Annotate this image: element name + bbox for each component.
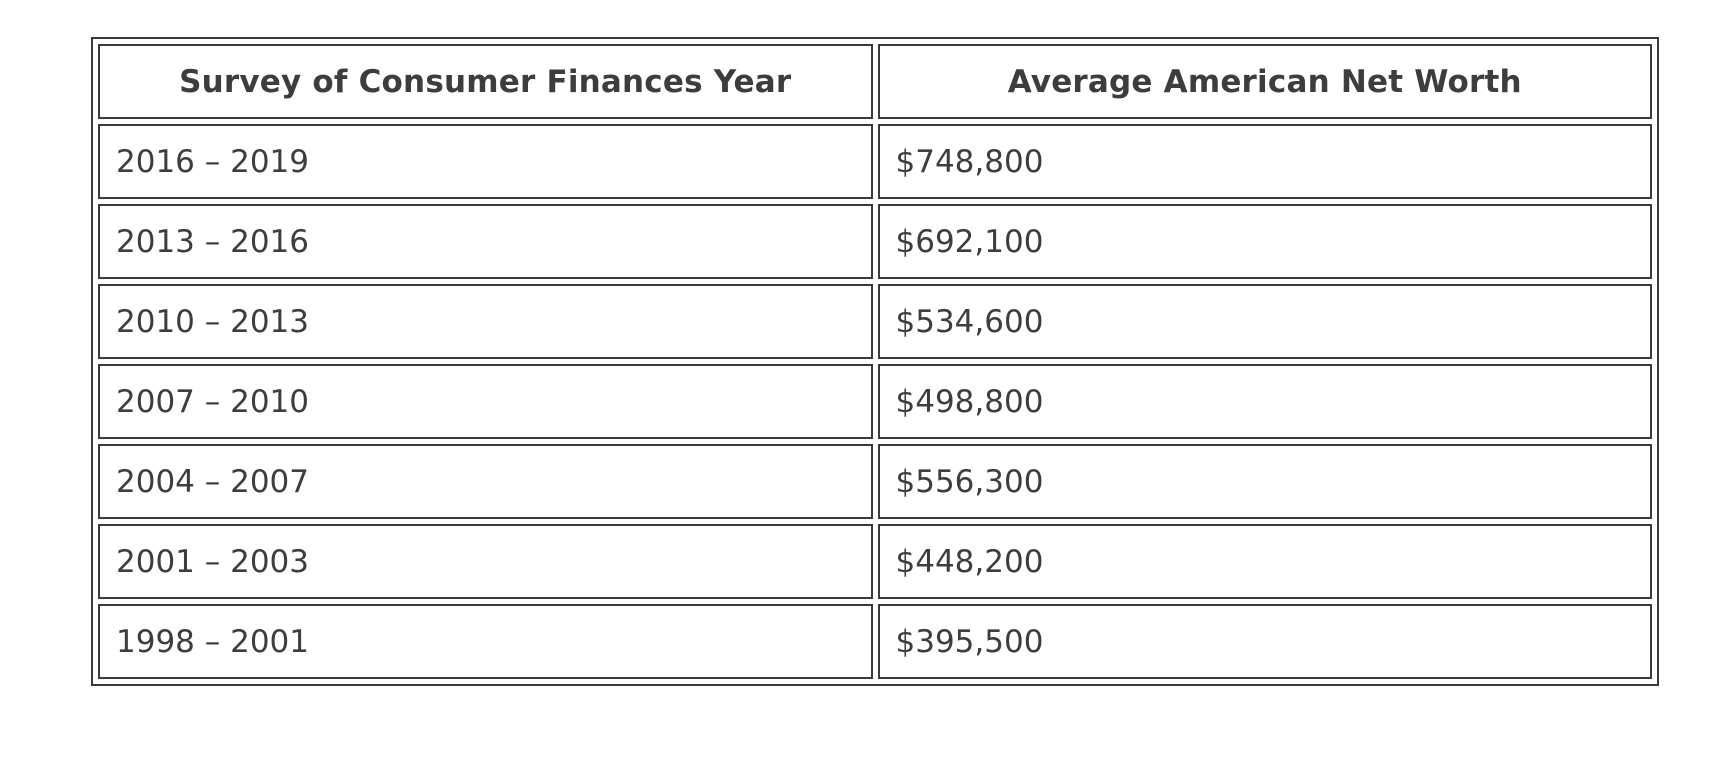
cell-net-worth: $692,100 [878, 204, 1653, 279]
cell-survey-year: 2001 – 2003 [98, 524, 873, 599]
header-net-worth: Average American Net Worth [878, 44, 1653, 119]
table-row [98, 124, 1652, 199]
cell-net-worth: $498,800 [878, 364, 1653, 439]
table-row [98, 444, 1652, 519]
header-row [98, 44, 1652, 119]
table-header [98, 44, 1652, 119]
table-row [98, 284, 1652, 359]
table-body [98, 124, 1652, 679]
table-row [98, 204, 1652, 279]
table-row [98, 524, 1652, 599]
cell-survey-year: 2016 – 2019 [98, 124, 873, 199]
cell-net-worth: $395,500 [878, 604, 1653, 679]
cell-net-worth: $748,800 [878, 124, 1653, 199]
table-row [98, 604, 1652, 679]
cell-survey-year: 1998 – 2001 [98, 604, 873, 679]
net-worth-table-container [91, 37, 1659, 686]
cell-survey-year: 2013 – 2016 [98, 204, 873, 279]
header-survey-year: Survey of Consumer Finances Year [98, 44, 873, 119]
cell-net-worth: $556,300 [878, 444, 1653, 519]
cell-survey-year: 2004 – 2007 [98, 444, 873, 519]
cell-survey-year: 2010 – 2013 [98, 284, 873, 359]
table-row [98, 364, 1652, 439]
net-worth-table [91, 37, 1659, 686]
cell-survey-year: 2007 – 2010 [98, 364, 873, 439]
cell-net-worth: $534,600 [878, 284, 1653, 359]
cell-net-worth: $448,200 [878, 524, 1653, 599]
